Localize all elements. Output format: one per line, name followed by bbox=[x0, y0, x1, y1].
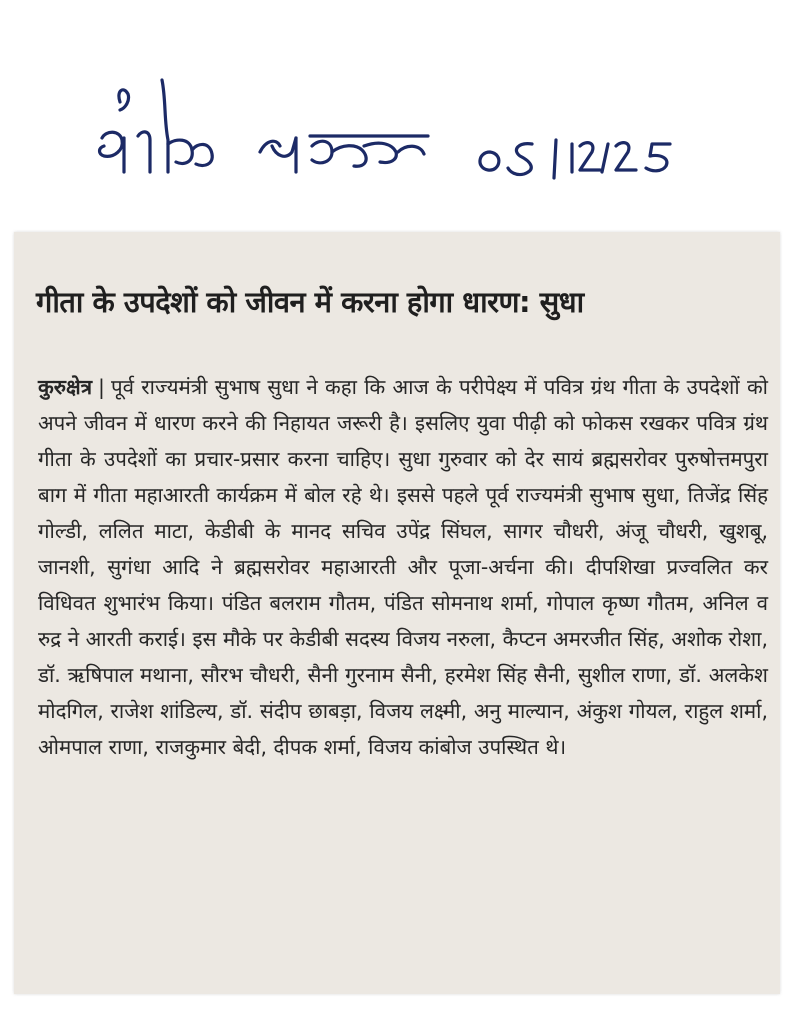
news-clipping bbox=[14, 232, 780, 994]
article-dateline: कुरुक्षेत्र bbox=[38, 374, 93, 399]
handwritten-note bbox=[80, 60, 700, 200]
dateline-separator: | bbox=[98, 374, 105, 399]
article-headline: गीता के उपदेशों को जीवन में करना होगा धारण: सुधा bbox=[36, 285, 584, 319]
article-body bbox=[38, 369, 768, 765]
article-body-text: पूर्व राज्यमंत्री सुभाष सुधा ने कहा कि आज के परीपेक्ष्य में पवित्र ग्रंथ गीता के उपदेशों को अपने जीवन में धारण करने की निहायत जरूरी है। इसलिए युवा पीढ़ी को फोकस रखकर पवित्र ग्रंथ गीता के उपदेशों का प्रचार-प्रसार करना चाहिए। सुधा गुरुवार को देर सायं ब्रह्मसरोवर पुरुषोत्तमपुरा बाग में गीता महाआरती कार्यक्रम में बोल रहे थे। इससे पहले पूर्व राज्यमंत्री सुभाष सुधा, तिजेंद्र सिंह गोल्डी, ललित माटा, केडीबी के मानद सचिव उपेंद्र सिंघल, सागर चौधरी, अंजू चौधरी, खुशबू, जानशी, सुगंधा आदि ने ब्रह्मसरोवर महाआरती और पूजा-अर्चना की। दीपशिखा प्रज्वलित कर विधिवत शुभारंभ किया। पंडित बलराम गौतम, पंडित सोमनाथ शर्मा, गोपाल कृष्ण गौतम, अनिल व रुद्र ने आरती कराई। इस मौके पर केडीबी सदस्य विजय नरुला, कैप्टन अमरजीत सिंह, अशोक रोशा, डॉ. ऋषिपाल मथाना, सौरभ चौधरी, सैनी गुरनाम सैनी, हरमेश सिंह सैनी, सुशील राणा, डॉ. अलकेश मोदगिल, राजेश शांडिल्य, डॉ. संदीप छाबड़ा, विजय लक्ष्मी, अनु माल्यान, अंकुश गोयल, राहुल शर्मा, ओमपाल राणा, राजकुमार बेदी, दीपक शर्मा, विजय कांबोज उपस्थित थे। bbox=[38, 374, 768, 759]
